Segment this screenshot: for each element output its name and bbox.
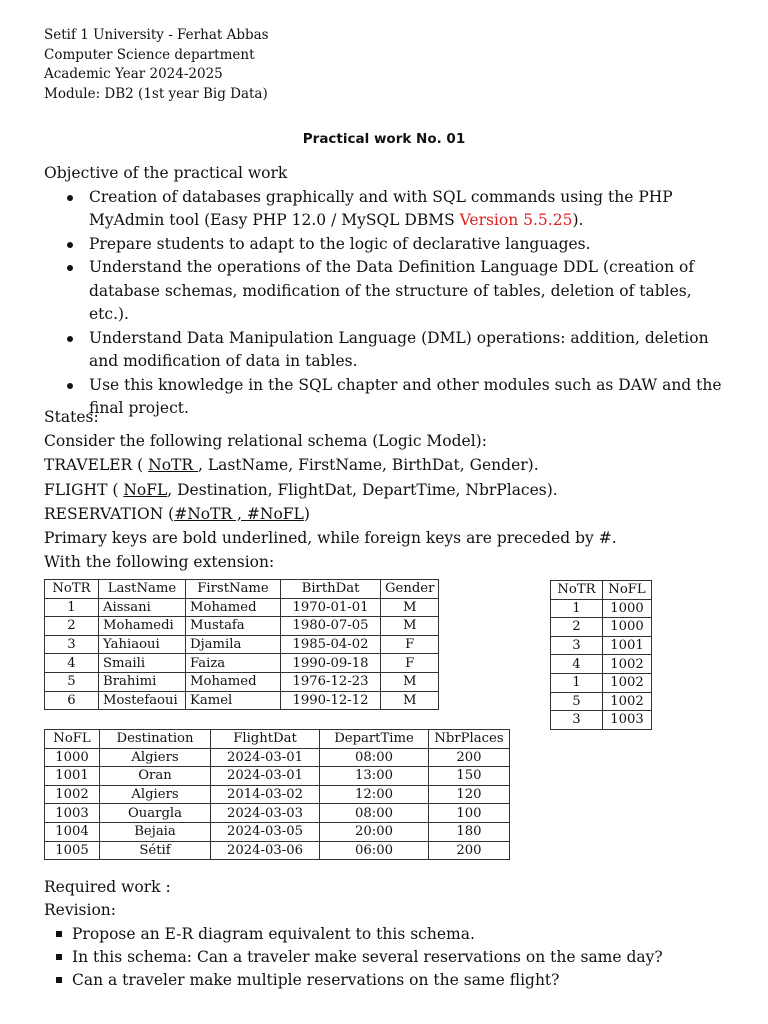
table-row — [551, 618, 652, 637]
column-header: Destination — [100, 730, 211, 749]
table-cell: 1004 — [45, 822, 100, 841]
table-cell: M — [381, 617, 439, 636]
table-row — [551, 636, 652, 655]
table-cell: 1985-04-02 — [281, 635, 381, 654]
table-cell: 20:00 — [320, 822, 429, 841]
table-cell: 1 — [45, 598, 99, 617]
flight-schema — [44, 478, 744, 502]
table-cell: 1001 — [45, 767, 100, 786]
flight-attrs: , Destination, FlightDat, DepartTime, NbrPlaces). — [167, 480, 558, 499]
objective-heading: Objective of the practical work — [44, 164, 288, 182]
column-header: DepartTime — [320, 730, 429, 749]
table-row — [45, 804, 510, 823]
revision-heading: Revision: — [44, 901, 117, 920]
question-3: Can a traveler make multiple reservations on the same flight? — [72, 971, 560, 990]
column-header: NbrPlaces — [429, 730, 510, 749]
square-bullet-icon — [56, 977, 62, 983]
table-cell: 6 — [45, 691, 99, 710]
table-cell: 1001 — [603, 636, 652, 655]
table-cell: 200 — [429, 748, 510, 767]
reservation-schema — [44, 502, 744, 526]
list-item — [44, 946, 663, 969]
bullet-icon — [67, 265, 73, 271]
square-bullet-icon — [56, 954, 62, 960]
table-cell: Kamel — [186, 691, 281, 710]
objective-section — [44, 162, 734, 421]
document-header — [44, 26, 269, 104]
table-cell: 120 — [429, 785, 510, 804]
table-cell: F — [381, 635, 439, 654]
keys-note: Primary keys are bold underlined, while foreign keys are preceded by #. — [44, 529, 617, 548]
flight-table — [44, 729, 510, 860]
table-cell: 4 — [45, 654, 99, 673]
table-cell: Mohamed — [186, 672, 281, 691]
table-cell: 3 — [551, 711, 603, 730]
table-cell: 2024-03-01 — [211, 748, 320, 767]
module-name: Module: DB2 (1st year Big Data) — [44, 85, 268, 102]
column-header: NoTR — [551, 581, 603, 600]
table-cell: Mostefaoui — [99, 691, 186, 710]
column-header: FirstName — [186, 580, 281, 599]
department-name: Computer Science department — [44, 46, 255, 63]
column-header: LastName — [99, 580, 186, 599]
table-row — [45, 617, 439, 636]
traveler-prefix: TRAVELER ( — [44, 456, 149, 475]
table-cell: Oran — [100, 767, 211, 786]
table-cell: 1005 — [45, 841, 100, 860]
states-section — [44, 405, 744, 574]
table-cell: 1 — [551, 673, 603, 692]
question-1: Propose an E-R diagram equivalent to this schema. — [72, 924, 475, 943]
reservation-suffix: ) — [303, 504, 310, 523]
bullet-icon — [67, 242, 73, 248]
flight-key: NoFL — [123, 480, 168, 499]
table-cell: 5 — [45, 672, 99, 691]
table-row — [551, 655, 652, 674]
objective-text-4: Understand Data Manipulation Language (DML) operations: addition, deletion and modification of data in tables. — [89, 328, 709, 370]
states-heading: States: — [44, 408, 99, 426]
flight-prefix: FLIGHT ( — [44, 480, 124, 499]
required-work-heading: Required work : — [44, 878, 171, 896]
table-cell: 1003 — [603, 711, 652, 730]
table-row — [551, 711, 652, 730]
table-cell: M — [381, 598, 439, 617]
traveler-attrs: , LastName, FirstName, BirthDat, Gender). — [197, 456, 539, 475]
objective-list — [44, 186, 734, 421]
table-cell: 1002 — [603, 673, 652, 692]
table-header-row — [45, 580, 439, 599]
traveler-table — [44, 579, 439, 710]
table-cell: 200 — [429, 841, 510, 860]
list-item — [44, 327, 734, 374]
column-header: NoFL — [45, 730, 100, 749]
reservation-key: #NoTR , #NoFL — [174, 504, 304, 523]
table-cell: 08:00 — [320, 804, 429, 823]
extension-label: With the following extension: — [44, 553, 275, 572]
table-row — [45, 672, 439, 691]
column-header: BirthDat — [281, 580, 381, 599]
table-header-row — [551, 581, 652, 600]
list-item — [44, 233, 734, 257]
table-row — [45, 767, 510, 786]
column-header: NoTR — [45, 580, 99, 599]
table-cell: 2024-03-01 — [211, 767, 320, 786]
table-cell: Mohamed — [186, 598, 281, 617]
table-cell: 1002 — [603, 692, 652, 711]
table-cell: 2 — [45, 617, 99, 636]
table-cell: 1000 — [45, 748, 100, 767]
list-item — [44, 969, 663, 992]
table-cell: Bejaia — [100, 822, 211, 841]
table-cell: 2024-03-03 — [211, 804, 320, 823]
table-row — [45, 748, 510, 767]
table-cell: Smaili — [99, 654, 186, 673]
reservation-table — [550, 580, 652, 730]
table-cell: Mohamedi — [99, 617, 186, 636]
table-row — [45, 654, 439, 673]
table-cell: 1002 — [603, 655, 652, 674]
table-cell: 5 — [551, 692, 603, 711]
table-cell: 3 — [45, 635, 99, 654]
page-title: Practical work No. 01 — [302, 131, 466, 147]
table-cell: 1 — [551, 599, 603, 618]
table-cell: Algiers — [100, 785, 211, 804]
objective-text-1: Creation of databases graphically and with SQL commands using the PHP MyAdmin tool (Easy PHP 12.0 / MySQL DBMS — [89, 187, 673, 229]
reservation-prefix: RESERVATION ( — [44, 504, 175, 523]
column-header: NoFL — [603, 581, 652, 600]
schema-intro: Consider the following relational schema (Logic Model): — [44, 432, 487, 451]
table-row — [45, 598, 439, 617]
objective-text-2: Prepare students to adapt to the logic of declarative languages. — [89, 234, 591, 253]
table-cell: 1976-12-23 — [281, 672, 381, 691]
table-cell: 12:00 — [320, 785, 429, 804]
table-cell: 1003 — [45, 804, 100, 823]
table-cell: 100 — [429, 804, 510, 823]
table-cell: 06:00 — [320, 841, 429, 860]
table-cell: F — [381, 654, 439, 673]
table-row — [45, 822, 510, 841]
bullet-icon — [67, 336, 73, 342]
column-header: FlightDat — [211, 730, 320, 749]
bullet-icon — [67, 383, 73, 389]
question-2: In this schema: Can a traveler make several reservations on the same day? — [72, 947, 663, 966]
table-row — [45, 691, 439, 710]
table-row — [551, 673, 652, 692]
table-cell: 08:00 — [320, 748, 429, 767]
objective-text-3: Understand the operations of the Data Definition Language DDL (creation of database schemas, modification of the structure of tables, deletion of tables, etc.). — [89, 258, 695, 323]
table-cell: 2014-03-02 — [211, 785, 320, 804]
table-cell: 1000 — [603, 599, 652, 618]
table-row — [45, 785, 510, 804]
table-cell: Djamila — [186, 635, 281, 654]
table-cell: 1000 — [603, 618, 652, 637]
table-cell: 1970-01-01 — [281, 598, 381, 617]
version-text: Version 5.5.25 — [459, 211, 573, 229]
table-row — [45, 635, 439, 654]
column-header: Gender — [381, 580, 439, 599]
table-cell: 2024-03-06 — [211, 841, 320, 860]
traveler-schema — [44, 453, 744, 477]
table-cell: 3 — [551, 636, 603, 655]
table-cell: Aissani — [99, 598, 186, 617]
list-item — [44, 186, 734, 233]
table-cell: M — [381, 691, 439, 710]
objective-text-1-end: ). — [572, 211, 584, 229]
table-row — [551, 692, 652, 711]
table-cell: 150 — [429, 767, 510, 786]
table-cell: 4 — [551, 655, 603, 674]
table-header-row — [45, 730, 510, 749]
required-work-section — [44, 876, 663, 992]
table-cell: 1990-09-18 — [281, 654, 381, 673]
table-cell: Ouargla — [100, 804, 211, 823]
list-item — [44, 923, 663, 946]
table-cell: Sétif — [100, 841, 211, 860]
academic-year: Academic Year 2024-2025 — [44, 66, 223, 82]
table-cell: Faiza — [186, 654, 281, 673]
table-cell: 180 — [429, 822, 510, 841]
table-cell: Algiers — [100, 748, 211, 767]
traveler-key: NoTR — [148, 456, 198, 475]
university-name: Setif 1 University - Ferhat Abbas — [44, 27, 269, 43]
table-cell: 2024-03-05 — [211, 822, 320, 841]
table-cell: 1980-07-05 — [281, 617, 381, 636]
table-cell: 2 — [551, 618, 603, 637]
table-cell: 1990-12-12 — [281, 691, 381, 710]
table-cell: 13:00 — [320, 767, 429, 786]
table-row — [45, 841, 510, 860]
table-cell: Mustafa — [186, 617, 281, 636]
table-cell: Yahiaoui — [99, 635, 186, 654]
table-cell: M — [381, 672, 439, 691]
table-cell: 1002 — [45, 785, 100, 804]
table-cell: Brahimi — [99, 672, 186, 691]
bullet-icon — [67, 195, 73, 201]
objective-text-5: Use this knowledge in the SQL chapter and other modules such as DAW and the final project. — [89, 375, 722, 417]
table-row — [551, 599, 652, 618]
list-item — [44, 256, 734, 327]
square-bullet-icon — [56, 931, 62, 937]
